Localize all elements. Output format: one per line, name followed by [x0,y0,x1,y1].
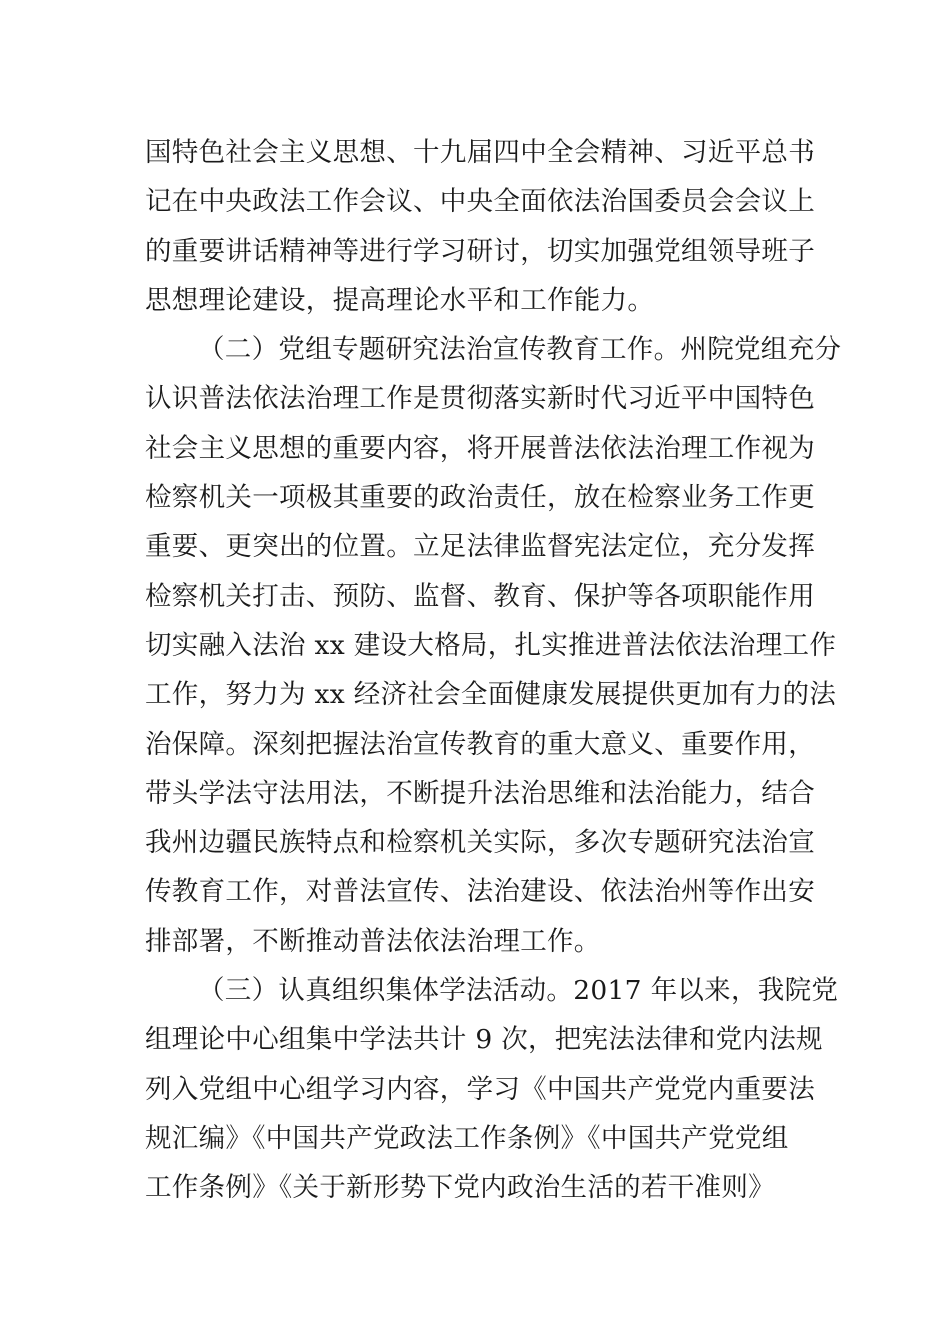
paragraph-heading-2: （二）党组专题研究法治宣传教育工作。州院党组充分 [198,334,842,366]
text-line: 的重要讲话精神等进行学习研讨，切实加强党组领导班子 [145,235,815,267]
text-line: 我州边疆民族特点和检察机关实际，多次专题研究法治宣 [145,827,815,859]
text-line: 带头学法守法用法，不断提升法治思维和法治能力，结合 [145,777,815,809]
text-line: 排部署，不断推动普法依法治理工作。 [145,925,601,957]
text-line: 检察机关一项极其重要的政治责任，放在检察业务工作更 [145,482,815,514]
text-line: 组理论中心组集中学法共计 9 次，把宪法法律和党内法规 [145,1024,823,1056]
text-line: 切实融入法治 xx 建设大格局，扎实推进普法依法治理工作 [145,629,837,661]
text-line: 规汇编》《中国共产党政法工作条例》《中国共产党党组 [145,1122,789,1154]
text-line: 国特色社会主义思想、十九届四中全会精神、习近平总书 [145,137,815,168]
text-line: 工作，努力为 xx 经济社会全面健康发展提供更加有力的法 [145,679,837,711]
text-line: 记在中央政法工作会议、中央全面依法治国委员会会议上 [145,186,815,218]
paragraph-heading-3: （三）认真组织集体学法活动。2017 年以来，我院党 [198,975,839,1007]
text-line: 治保障。深刻把握法治宣传教育的重大意义、重要作用， [145,728,815,760]
text-line: 检察机关打击、预防、监督、教育、保护等各项职能作用 [145,580,815,612]
body-text [145,128,842,1213]
text-line: 工作条例》《关于新形势下党内政治生活的若干准则》 [145,1172,775,1204]
text-line: 列入党组中心组学习内容，学习《中国共产党党内重要法 [145,1073,815,1105]
text-line: 思想理论建设，提高理论水平和工作能力。 [145,284,655,316]
text-line: 社会主义思想的重要内容，将开展普法依法治理工作视为 [145,432,815,464]
text-line: 认识普法依法治理工作是贯彻落实新时代习近平中国特色 [145,383,815,415]
text-line: 传教育工作，对普法宣传、法治建设、依法治州等作出安 [145,876,815,908]
text-line: 重要、更突出的位置。立足法律监督宪法定位，充分发挥 [145,531,815,563]
